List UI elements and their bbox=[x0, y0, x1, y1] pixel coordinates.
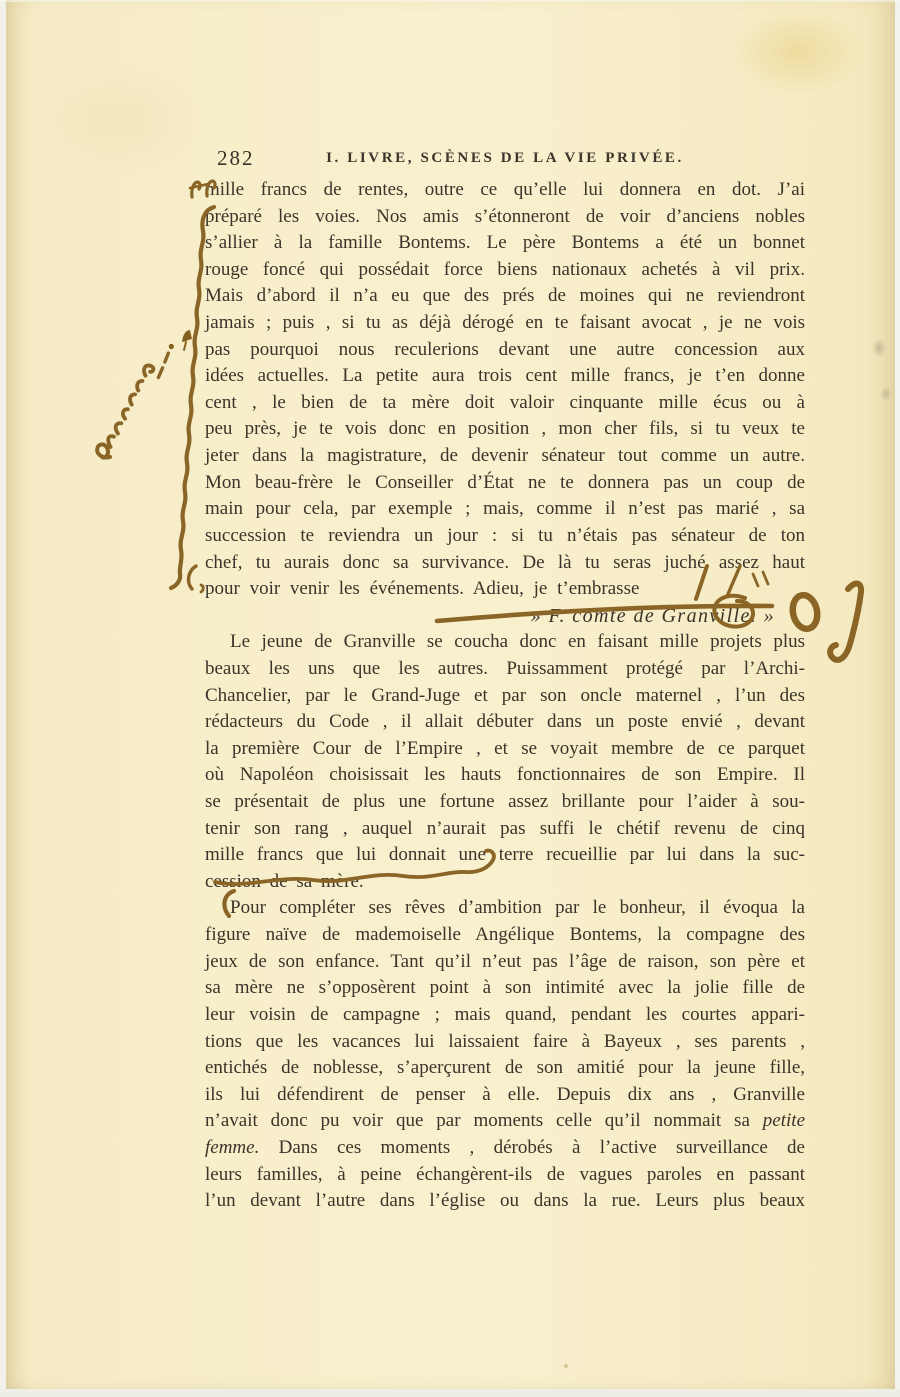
text-line: chef, tu aurais donc sa survivance. De là tu seras juché assez haut bbox=[205, 551, 805, 573]
scan-edge-top bbox=[0, 0, 900, 2]
text-line: idées actuelles. La petite aura trois cent mille francs, je t’en donne bbox=[205, 365, 805, 387]
signature-line bbox=[205, 603, 805, 630]
small-triangle-mark bbox=[182, 330, 192, 350]
scan-edge-right bbox=[895, 0, 900, 1397]
page-number: 282 bbox=[217, 146, 255, 170]
signature-text: » F. comte de Granville. » bbox=[530, 604, 775, 627]
text-line: main pour cela, par exemple ; mais, comme il n’est pas marié , sa bbox=[205, 498, 805, 520]
text-line: sa mère ne s’opposèrent point à son intimité avec la jolie fille de bbox=[205, 977, 805, 999]
text-line: jeter dans la magistrature, de devenir sénateur tout comme un autre. bbox=[205, 445, 805, 467]
text-line: Mon beau-frère le Conseiller d’État ne te donnera pas un coup de bbox=[205, 471, 805, 493]
text-line: succession te reviendra un jour : si tu n’étais pas sénateur de ton bbox=[205, 524, 805, 546]
paren-comma-mark bbox=[189, 566, 204, 592]
text-line: cent , le bien de ta mère doit valoir cinquante mille écus ou à bbox=[205, 391, 805, 413]
text-line: peu près, je te vois donc en position , mon cher fils, si tu veux te bbox=[205, 418, 805, 440]
text-line: femme. Dans ces moments , dérobés à l’active surveillance de bbox=[205, 1136, 805, 1158]
text-line: cession de sa mère. bbox=[205, 870, 364, 892]
text-line: tenir son rang , auquel n’aurait pas suffi le chétif revenu de cinq bbox=[205, 817, 805, 839]
text-line: rouge foncé qui possédait force biens nationaux achetés à vil prix. bbox=[205, 258, 805, 280]
text-line: mille francs de rentes, outre ce qu’elle lui donnera en dot. J’ai bbox=[205, 179, 805, 200]
text-line: leurs familles, à peine échangèrent-ils de vagues paroles en passant bbox=[205, 1163, 805, 1185]
scan-edge-bottom bbox=[0, 1389, 900, 1397]
text-line: l’un devant l’autre dans l’église ou dans la rue. Leurs plus beaux bbox=[205, 1190, 805, 1212]
text-line: Le jeune de Granville se coucha donc en faisant mille projets plus bbox=[230, 631, 805, 653]
text-line: n’avait donc pu voir que par moments celle qu’il nommait sa petite bbox=[205, 1110, 805, 1132]
text-line: Chancelier, par le Grand-Juge et par son oncle maternel , l’un des bbox=[205, 684, 805, 706]
text-line: mille francs que lui donnait une terre recueillie par lui dans la suc- bbox=[205, 844, 805, 866]
text-line: préparé les voies. Nos amis s’étonneront de voir d’anciens nobles bbox=[205, 205, 805, 227]
text-line: jamais ; puis , si tu as déjà dérogé en te faisant avocat , je ne vois bbox=[205, 312, 805, 334]
scan-edge-left bbox=[0, 0, 6, 1397]
text-line: rédacteurs du Code , il allait débuter dans un poste envié , devant bbox=[205, 711, 805, 733]
text-line: jeux de son enfance. Tant qu’il n’eut pas l’âge de raison, son père et bbox=[205, 950, 805, 972]
text-line: où Napoléon choisissait les hauts fonctionnaires de son Empire. Il bbox=[205, 764, 805, 786]
text-line: beaux les uns que les autres. Puissamment protégé par l’Archi- bbox=[205, 657, 805, 679]
text-line: figure naïve de mademoiselle Angélique Bontems, la compagne des bbox=[205, 924, 805, 946]
text-line: pour voir venir les événements. Adieu, je t’embrasse bbox=[205, 578, 640, 600]
running-header: I. LIVRE, SCÈNES DE LA VIE PRIVÉE. bbox=[326, 150, 684, 166]
text-line: leur voisin de campagne ; mais quand, pendant les courtes appari- bbox=[205, 1003, 805, 1025]
text-line: entichés de noblesse, s’aperçurent de son amitié pour la jeune fille, bbox=[205, 1057, 805, 1079]
text-line: la première Cour de l’Empire , et se voyait membre de ce parquet bbox=[205, 737, 805, 759]
text-line: pas pourquoi nous reculerions devant une autre concession aux bbox=[205, 338, 805, 360]
text-line: Mais d’abord il n’a eu que des prés de moines qui ne reviendront bbox=[205, 285, 805, 307]
text-line: Pour compléter ses rêves d’ambition par le bonheur, il évoqua la bbox=[230, 897, 805, 919]
text-line: ils lui défendirent de penser à elle. Depuis dix ans , Granville bbox=[205, 1083, 805, 1105]
text-line: s’allier à la famille Bontems. Le père Bontems a été un bonnet bbox=[205, 232, 805, 254]
text-line: se présentait de plus une fortune assez brillante pour l’aider à sou- bbox=[205, 791, 805, 813]
diagonal-handwritten-word bbox=[83, 340, 191, 461]
page-header bbox=[205, 146, 805, 172]
text-block bbox=[205, 177, 805, 1215]
text-line: tions que les vacances lui laissaient faire à Bayeux , ses parents , bbox=[205, 1030, 805, 1052]
